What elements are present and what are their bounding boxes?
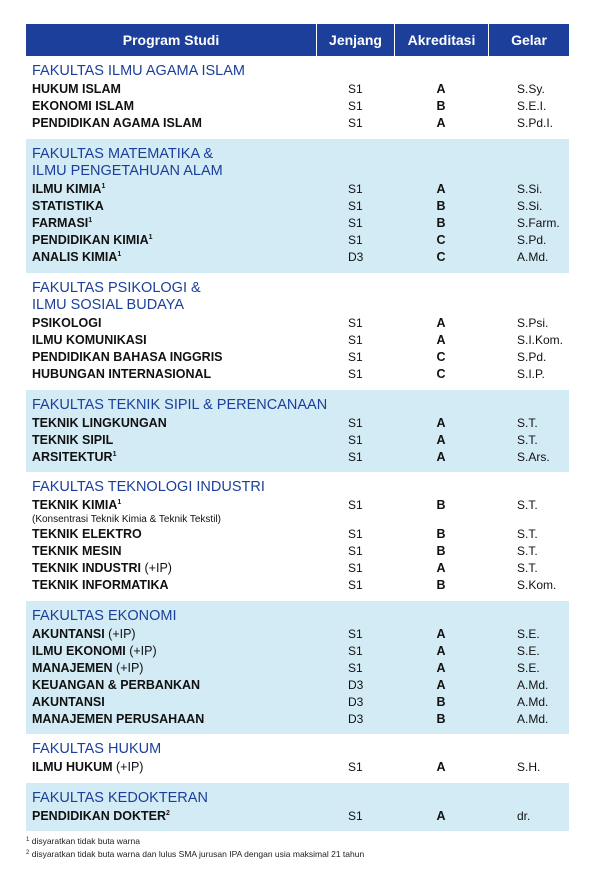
- footnote-marker: 2: [166, 809, 170, 817]
- gelar-cell: S.T.: [517, 498, 538, 512]
- akreditasi-cell: A: [436, 449, 446, 464]
- program-suffix: (+IP): [141, 561, 172, 575]
- program-row: [26, 349, 569, 366]
- program-row: [26, 115, 569, 132]
- program-name: TEKNIK INDUSTRI: [32, 561, 142, 575]
- gelar-cell: S.I.Kom.: [517, 333, 564, 347]
- jenjang-cell: S1: [348, 333, 363, 347]
- program-name: PENDIDIKAN KIMIA: [32, 233, 149, 247]
- akreditasi-cell: A: [436, 561, 446, 575]
- akreditasi-cell: A: [436, 432, 446, 447]
- program-name: AKUNTANSI: [32, 626, 105, 641]
- jenjang-cell: S1: [348, 578, 363, 592]
- program-name: ARSITEKTUR: [32, 449, 113, 464]
- program-cell: [26, 433, 316, 447]
- faculty-list: [26, 56, 569, 831]
- akreditasi-cell: A: [436, 116, 446, 130]
- program-name: HUKUM ISLAM: [32, 82, 121, 96]
- akreditasi-cell: B: [436, 199, 446, 213]
- program-name: ILMU KOMUNIKASI: [32, 333, 147, 347]
- faculty-title: FAKULTAS HUKUM: [32, 741, 162, 757]
- program-name: PENDIDIKAN AGAMA ISLAM: [32, 116, 202, 130]
- program-suffix: (+IP): [104, 626, 136, 641]
- program-cell: [26, 627, 316, 641]
- program-cell: [26, 544, 316, 558]
- program-row: [26, 431, 569, 448]
- jenjang-cell: S1: [348, 82, 363, 96]
- program-cell: [26, 367, 316, 381]
- program-row: [26, 366, 569, 383]
- gelar-cell: S.T.: [517, 544, 538, 558]
- header-akreditasi: Akreditasi: [394, 24, 488, 56]
- program-note: (Konsentrasi Teknik Kimia & Teknik Tekstil): [32, 513, 221, 525]
- program-row: [26, 232, 569, 249]
- program-row: [26, 659, 569, 676]
- gelar-cell: A.Md.: [517, 694, 549, 709]
- faculty-title: FAKULTAS KEDOKTERAN: [32, 789, 208, 806]
- program-name: STATISTIKA: [32, 199, 104, 213]
- program-name: MANAJEMEN: [32, 660, 113, 675]
- program-row: [26, 676, 569, 693]
- akreditasi-cell: B: [436, 498, 446, 512]
- program-cell: [26, 578, 316, 592]
- program-row: [26, 759, 569, 776]
- program-name: PENDIDIKAN DOKTER: [32, 808, 167, 823]
- footnote-mark: 1: [26, 837, 30, 843]
- faculty-title: FAKULTAS PSIKOLOGI &: [32, 279, 201, 296]
- program-suffix: (+IP): [125, 643, 157, 658]
- akreditasi-cell: B: [436, 527, 446, 541]
- program-suffix: (+IP): [112, 660, 144, 675]
- program-cell: [26, 712, 316, 726]
- footnote-text: disyaratkan tidak buta warna dan lulus SMA jurusan IPA dengan usia maksimal 21 tahun: [31, 849, 365, 859]
- program-row: [26, 81, 569, 98]
- jenjang-cell: S1: [348, 415, 363, 430]
- akreditasi-cell: B: [436, 544, 446, 558]
- program-cell: [26, 99, 316, 113]
- gelar-cell: S.Sy.: [517, 82, 545, 96]
- faculty-section: [26, 472, 569, 601]
- akreditasi-cell: A: [436, 333, 446, 347]
- akreditasi-cell: A: [436, 82, 446, 96]
- jenjang-cell: S1: [348, 116, 363, 130]
- jenjang-cell: S1: [348, 367, 363, 381]
- program-row: [26, 198, 569, 215]
- program-table: [26, 24, 569, 831]
- program-cell: [26, 316, 316, 330]
- program-row: [26, 642, 569, 659]
- program-name: EKONOMI ISLAM: [32, 99, 135, 113]
- faculty-title: ILMU PENGETAHUAN ALAM: [32, 163, 223, 179]
- program-name: PENDIDIKAN BAHASA INGGRIS: [32, 350, 223, 364]
- footnote-marker: 1: [112, 450, 117, 458]
- jenjang-cell: S1: [348, 498, 363, 512]
- jenjang-cell: S1: [348, 760, 363, 774]
- program-cell: [26, 527, 316, 541]
- jenjang-cell: S1: [348, 544, 363, 558]
- akreditasi-cell: C: [436, 233, 446, 247]
- akreditasi-cell: A: [436, 626, 446, 641]
- jenjang-cell: S1: [348, 432, 363, 447]
- program-name: PSIKOLOGI: [32, 316, 102, 330]
- gelar-cell: A.Md.: [517, 677, 549, 692]
- program-name: TEKNIK SIPIL: [32, 432, 114, 447]
- faculty-section: [26, 734, 569, 783]
- akreditasi-cell: B: [436, 711, 446, 726]
- program-cell: [26, 82, 316, 96]
- akreditasi-cell: A: [436, 677, 446, 692]
- faculty-title: FAKULTAS TEKNIK SIPIL & PERENCANAAN: [32, 396, 328, 413]
- faculty-title: FAKULTAS EKONOMI: [32, 607, 177, 624]
- program-cell: [26, 416, 316, 430]
- program-row: [26, 414, 569, 431]
- faculty-title: FAKULTAS MATEMATIKA &: [32, 145, 214, 162]
- program-cell: [26, 182, 316, 196]
- footnote: [26, 847, 586, 860]
- program-cell: [26, 760, 316, 774]
- footnote-marker: 1: [117, 251, 122, 258]
- program-row: [26, 543, 569, 560]
- faculty-section: [26, 390, 569, 473]
- akreditasi-cell: A: [436, 182, 446, 196]
- program-name: ILMU HUKUM: [32, 760, 113, 774]
- gelar-cell: S.Pd.: [517, 233, 547, 247]
- akreditasi-cell: B: [436, 578, 446, 592]
- jenjang-cell: D3: [348, 250, 364, 264]
- jenjang-cell: S1: [348, 199, 363, 213]
- akreditasi-cell: A: [436, 808, 446, 823]
- program-cell: [26, 450, 316, 464]
- header-program-studi: Program Studi: [122, 32, 220, 48]
- program-row: [26, 98, 569, 115]
- program-cell: [26, 498, 316, 512]
- gelar-cell: S.Psi.: [517, 316, 549, 330]
- faculty-title: ILMU SOSIAL BUDAYA: [32, 297, 185, 313]
- jenjang-cell: S1: [348, 527, 363, 541]
- program-cell: [26, 809, 316, 823]
- program-cell: [26, 233, 316, 247]
- program-row: [26, 448, 569, 465]
- program-name: FARMASI: [32, 216, 89, 230]
- gelar-cell: S.T.: [517, 527, 538, 541]
- faculty-title: FAKULTAS ILMU AGAMA ISLAM: [32, 63, 245, 79]
- jenjang-cell: S1: [348, 99, 363, 113]
- program-cell: [26, 216, 316, 230]
- program-cell: [26, 661, 316, 675]
- faculty-section: [26, 783, 569, 832]
- program-cell: [26, 199, 316, 213]
- footnotes: [26, 834, 586, 860]
- footnote: [26, 834, 586, 847]
- footnote-text: disyaratkan tidak buta warna: [31, 836, 140, 846]
- footnote-marker: 1: [117, 499, 122, 506]
- jenjang-cell: D3: [348, 711, 364, 726]
- program-row: [26, 215, 569, 232]
- gelar-cell: S.Ars.: [517, 449, 550, 464]
- jenjang-cell: S1: [348, 350, 363, 364]
- program-cell: [26, 561, 316, 575]
- program-name: TEKNIK LINGKUNGAN: [32, 415, 167, 430]
- program-cell: [26, 695, 316, 709]
- gelar-cell: dr.: [517, 808, 531, 823]
- program-row: [26, 181, 569, 198]
- jenjang-cell: S1: [348, 808, 363, 823]
- gelar-cell: S.E.I.: [517, 99, 547, 113]
- jenjang-cell: D3: [348, 694, 364, 709]
- akreditasi-cell: A: [436, 643, 446, 658]
- program-name: HUBUNGAN INTERNASIONAL: [32, 367, 212, 381]
- gelar-cell: S.E.: [517, 643, 540, 658]
- gelar-cell: S.I.P.: [517, 367, 545, 381]
- jenjang-cell: S1: [348, 660, 363, 675]
- gelar-cell: S.Farm.: [517, 216, 560, 230]
- gelar-cell: S.Si.: [517, 199, 543, 213]
- footnote-marker: 1: [148, 234, 153, 241]
- table-header: [26, 24, 569, 56]
- program-suffix: (+IP): [112, 760, 144, 774]
- gelar-cell: S.Pd.: [517, 350, 547, 364]
- akreditasi-cell: C: [436, 250, 446, 264]
- program-row: [26, 497, 569, 514]
- gelar-cell: S.E.: [517, 660, 540, 675]
- footnote-marker: 1: [88, 217, 93, 224]
- program-row: [26, 577, 569, 594]
- program-cell: [26, 333, 316, 347]
- jenjang-cell: S1: [348, 233, 363, 247]
- program-row: [26, 332, 569, 349]
- program-row: [26, 693, 569, 710]
- akreditasi-cell: B: [436, 99, 446, 113]
- gelar-cell: S.Pd.I.: [517, 116, 554, 130]
- program-name: TEKNIK INFORMATIKA: [32, 578, 169, 592]
- program-cell: [26, 116, 316, 130]
- gelar-cell: S.Si.: [517, 182, 543, 196]
- jenjang-cell: S1: [348, 643, 363, 658]
- faculty-section: [26, 139, 569, 273]
- jenjang-cell: S1: [348, 316, 363, 330]
- jenjang-cell: S1: [348, 449, 363, 464]
- jenjang-cell: S1: [348, 182, 363, 196]
- jenjang-cell: S1: [348, 561, 363, 575]
- akreditasi-cell: A: [436, 316, 446, 330]
- program-cell: [26, 250, 316, 264]
- gelar-cell: S.H.: [517, 760, 541, 774]
- akreditasi-cell: A: [436, 415, 446, 430]
- program-name: MANAJEMEN PERUSAHAAN: [32, 711, 205, 726]
- program-row: [26, 249, 569, 266]
- jenjang-cell: D3: [348, 677, 364, 692]
- program-row: [26, 625, 569, 642]
- akreditasi-cell: C: [436, 350, 446, 364]
- program-row: [26, 526, 569, 543]
- akreditasi-cell: A: [436, 760, 446, 774]
- program-row: [26, 710, 569, 727]
- program-name: ILMU EKONOMI: [32, 643, 126, 658]
- jenjang-cell: S1: [348, 626, 363, 641]
- akreditasi-cell: B: [436, 694, 446, 709]
- program-cell: [26, 644, 316, 658]
- faculty-section: [26, 273, 569, 390]
- gelar-cell: A.Md.: [517, 250, 549, 264]
- program-name: AKUNTANSI: [32, 694, 105, 709]
- program-name: ILMU KIMIA: [32, 182, 102, 196]
- faculty-section: [26, 56, 569, 139]
- akreditasi-cell: C: [436, 367, 446, 381]
- gelar-cell: S.T.: [517, 561, 538, 575]
- gelar-cell: S.T.: [517, 432, 538, 447]
- gelar-cell: A.Md.: [517, 711, 549, 726]
- gelar-cell: S.E.: [517, 626, 540, 641]
- program-row: [26, 560, 569, 577]
- faculty-section: [26, 601, 569, 735]
- program-name: KEUANGAN & PERBANKAN: [32, 677, 201, 692]
- program-name: ANALIS KIMIA: [32, 250, 118, 264]
- gelar-cell: S.Kom.: [517, 578, 557, 592]
- program-row: [26, 807, 569, 824]
- footnote-mark: 2: [26, 850, 30, 856]
- program-name: TEKNIK KIMIA: [32, 498, 118, 512]
- program-cell: [26, 350, 316, 364]
- jenjang-cell: S1: [348, 216, 363, 230]
- akreditasi-cell: B: [436, 216, 446, 230]
- program-name: TEKNIK ELEKTRO: [32, 527, 142, 541]
- footnote-marker: 1: [101, 183, 106, 190]
- header-gelar: Gelar: [488, 24, 569, 56]
- program-row: [26, 315, 569, 332]
- gelar-cell: S.T.: [517, 415, 538, 430]
- header-jenjang: Jenjang: [316, 24, 394, 56]
- akreditasi-cell: A: [436, 660, 446, 675]
- faculty-title: FAKULTAS TEKNOLOGI INDUSTRI: [32, 479, 265, 495]
- program-cell: [26, 678, 316, 692]
- program-name: TEKNIK MESIN: [32, 544, 122, 558]
